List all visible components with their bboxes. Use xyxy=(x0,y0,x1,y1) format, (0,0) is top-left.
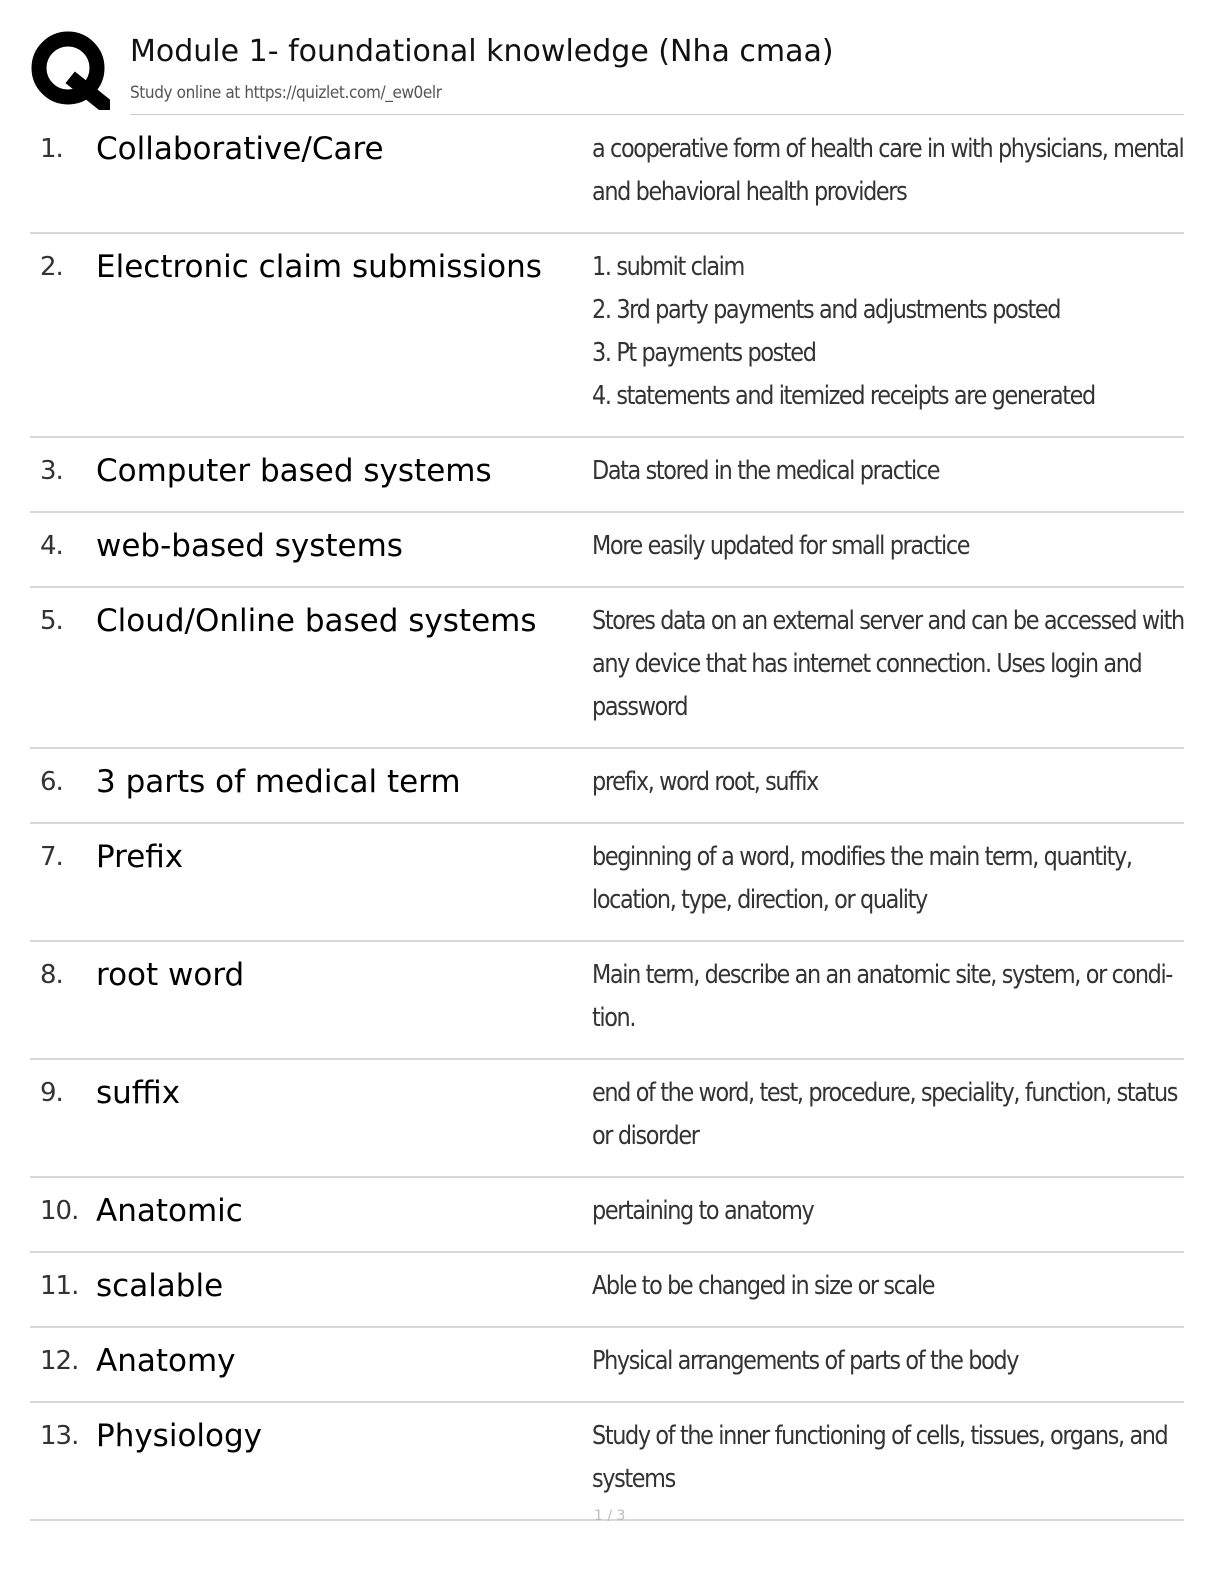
definition-line: a cooperative form of health care in with physicians, mental xyxy=(592,134,1184,164)
card-definition xyxy=(592,761,1170,804)
card-number: 3. xyxy=(40,456,63,486)
page-title: Module 1- foundational knowledge (Nha cmaa) xyxy=(130,34,834,69)
definition-line: 2. 3rd party payments and adjustments posted xyxy=(592,295,1061,325)
definition-line: beginning of a word, modifies the main term, quantity, xyxy=(592,842,1132,872)
card-definition xyxy=(592,525,1170,568)
card-number: 8. xyxy=(40,960,63,990)
flashcard-row xyxy=(30,1328,1184,1403)
card-term: Computer based systems xyxy=(96,453,492,489)
definition-line: systems xyxy=(592,1464,675,1494)
definition-line: Stores data on an external server and can be accessed with xyxy=(592,606,1184,636)
card-term: Anatomy xyxy=(96,1343,236,1379)
card-number: 4. xyxy=(40,531,63,561)
study-online-link-text: Study online at https://quizlet.com/_ew0elr xyxy=(130,83,442,103)
flashcard-row xyxy=(30,1403,1184,1521)
definition-line: 3. Pt payments posted xyxy=(592,338,816,368)
card-definition xyxy=(592,954,1170,1040)
card-number: 5. xyxy=(40,606,63,636)
definition-line: location, type, direction, or quality xyxy=(592,885,927,915)
definition-line: any device that has internet connection. Uses login and xyxy=(592,649,1142,679)
quizlet-q-logo-icon xyxy=(30,30,110,110)
card-number: 6. xyxy=(40,767,63,797)
flashcard-row xyxy=(30,116,1184,234)
card-number: 9. xyxy=(40,1078,63,1108)
definition-line: Physical arrangements of parts of the body xyxy=(592,1346,1019,1376)
flashcard-row xyxy=(30,749,1184,824)
card-term: 3 parts of medical term xyxy=(96,764,461,800)
card-definition xyxy=(592,246,1170,418)
card-number: 13. xyxy=(40,1421,79,1451)
card-definition xyxy=(592,128,1184,214)
definition-line: Study of the inner functioning of cells, tissues, organs, and xyxy=(592,1421,1168,1451)
definition-line: Able to be changed in size or scale xyxy=(592,1271,935,1301)
definition-line: 4. statements and itemized receipts are generated xyxy=(592,381,1095,411)
card-definition xyxy=(592,1265,1170,1308)
card-term: Electronic claim submissions xyxy=(96,249,542,285)
definition-line: prefix, word root, suffix xyxy=(592,767,818,797)
definition-line: end of the word, test, procedure, speciality, function, status xyxy=(592,1078,1178,1108)
card-number: 2. xyxy=(40,252,63,282)
flashcard-row xyxy=(30,1253,1184,1328)
card-term: Prefix xyxy=(96,839,184,875)
definition-line: and behavioral health providers xyxy=(592,177,907,207)
definition-line: Main term, describe an an anatomic site, system, or condi- xyxy=(592,960,1172,990)
card-term: web-based systems xyxy=(96,528,403,564)
flashcard-row xyxy=(30,438,1184,513)
flashcard-row xyxy=(30,588,1184,749)
card-definition xyxy=(592,600,1184,729)
card-term: Cloud/Online based systems xyxy=(96,603,537,639)
card-term: Anatomic xyxy=(96,1193,243,1229)
card-definition xyxy=(592,1072,1178,1158)
card-definition xyxy=(592,1415,1170,1501)
card-term: Collaborative/Care xyxy=(96,131,384,167)
card-number: 11. xyxy=(40,1271,79,1301)
definition-line: password xyxy=(592,692,688,722)
flashcard-row xyxy=(30,942,1184,1060)
card-definition xyxy=(592,450,1170,493)
page-number: 1 / 3 xyxy=(594,1508,626,1524)
definition-line: More easily updated for small practice xyxy=(592,531,970,561)
card-definition xyxy=(592,1190,1170,1233)
card-definition xyxy=(592,1340,1170,1383)
card-term: Physiology xyxy=(96,1418,263,1454)
flashcard-row xyxy=(30,1060,1184,1178)
card-number: 7. xyxy=(40,842,63,872)
flashcard-row xyxy=(30,1178,1184,1253)
flashcard-row xyxy=(30,824,1184,942)
definition-line: or disorder xyxy=(592,1121,699,1151)
definition-line: Data stored in the medical practice xyxy=(592,456,940,486)
card-number: 1. xyxy=(40,134,63,164)
flashcard-row xyxy=(30,234,1184,438)
card-term: root word xyxy=(96,957,245,993)
flashcard-row xyxy=(30,513,1184,588)
card-definition xyxy=(592,836,1170,922)
definition-line: pertaining to anatomy xyxy=(592,1196,814,1226)
card-term: scalable xyxy=(96,1268,224,1304)
definition-line: tion. xyxy=(592,1003,636,1033)
card-number: 12. xyxy=(40,1346,79,1376)
definition-line: 1. submit claim xyxy=(592,252,744,282)
flashcard-list xyxy=(30,116,1184,1521)
card-term: suffix xyxy=(96,1075,181,1111)
card-number: 10. xyxy=(40,1196,79,1226)
header-divider xyxy=(130,114,1184,115)
